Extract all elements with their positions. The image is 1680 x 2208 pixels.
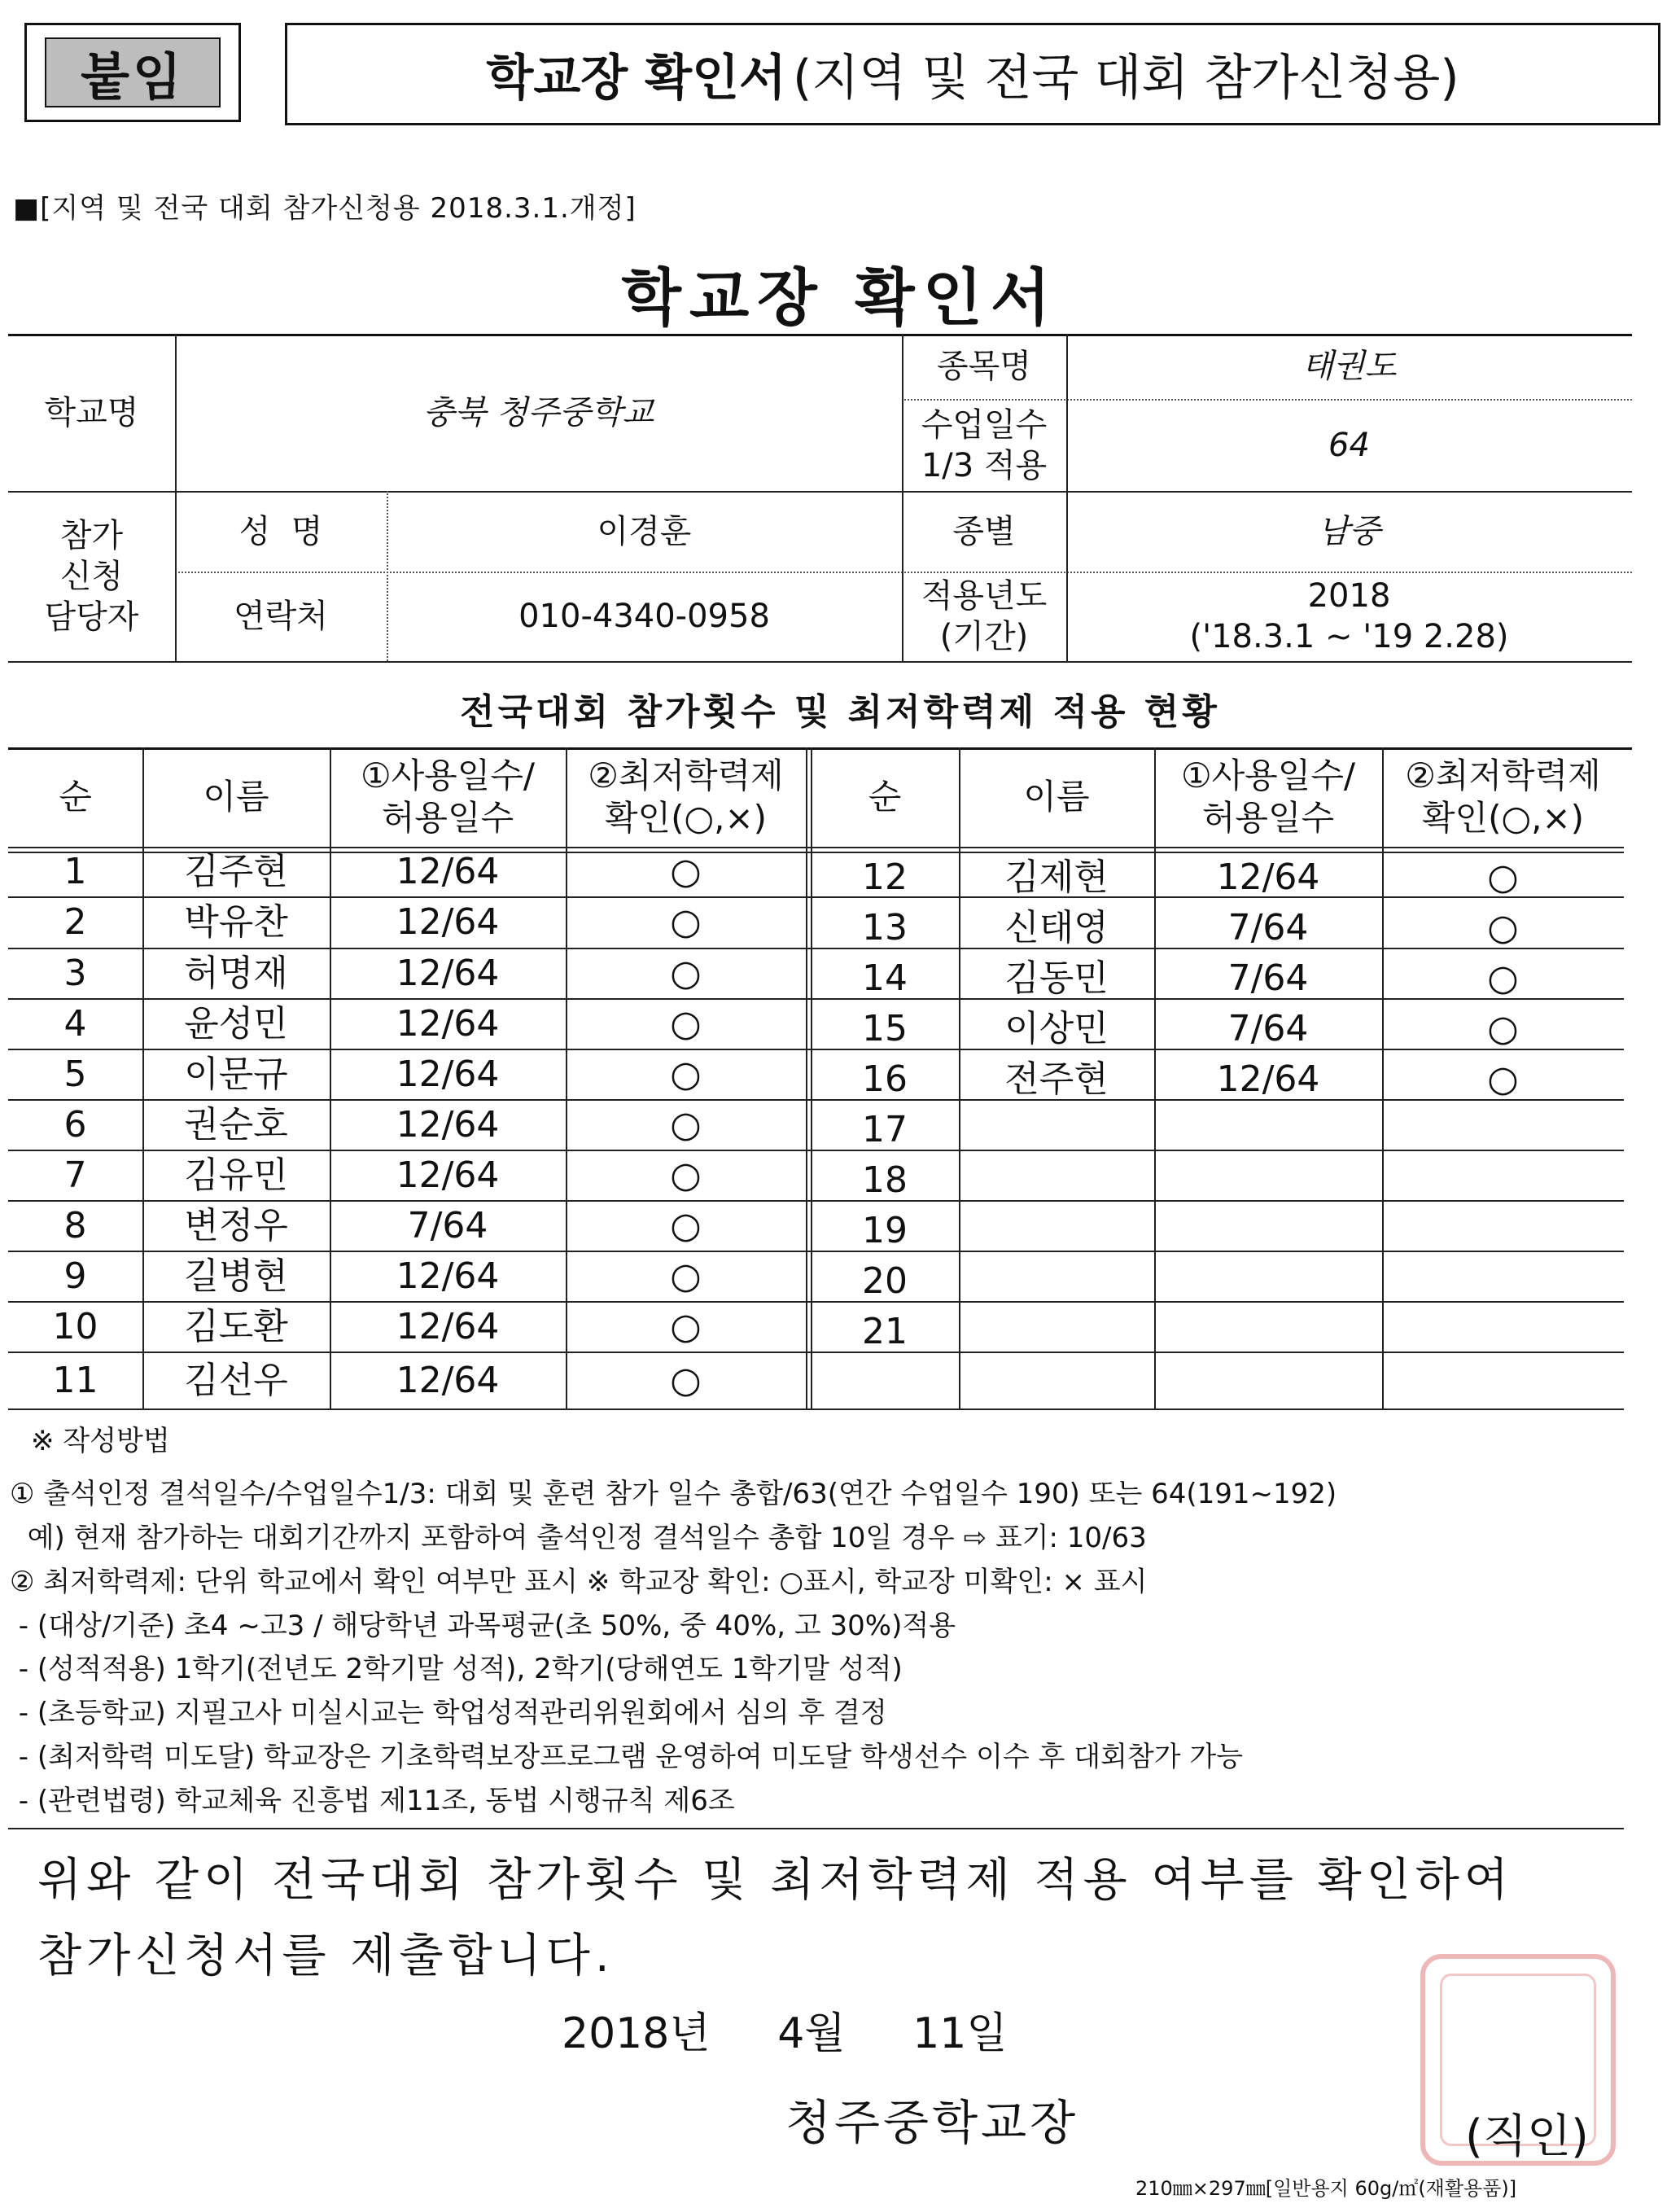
note-line: ① 출석인정 결석일수/수업일수1/3: 대회 및 훈련 참가 일수 총합/63(연간 수업일수 190) 또는 64(191~192) bbox=[10, 1478, 1337, 1510]
row-check: ○ bbox=[1487, 1007, 1519, 1049]
row-no: 21 bbox=[862, 1310, 908, 1352]
header-title-bold: 학교장 확인서 bbox=[486, 50, 787, 107]
row-check: ○ bbox=[670, 1204, 702, 1246]
row-check: ○ bbox=[670, 1359, 702, 1401]
row-name: 신태영 bbox=[1004, 906, 1109, 948]
col-header-check-line2: 확인(○,×) bbox=[604, 798, 768, 838]
note-line: - (대상/기준) 초4 ~고3 / 해당학년 과목평균(초 50%, 중 40%, 고 30%)적용 bbox=[10, 1610, 956, 1642]
row-days: 7/64 bbox=[407, 1204, 488, 1246]
name-label: 성 명 bbox=[238, 512, 323, 550]
header-title-box bbox=[285, 23, 1660, 125]
row-no: 3 bbox=[63, 952, 87, 994]
contact-group-label bbox=[8, 491, 175, 661]
row-no: 13 bbox=[862, 906, 908, 948]
school-value: 충북 청주중학교 bbox=[422, 393, 654, 432]
year-value bbox=[1066, 572, 1632, 661]
col-header-days-line1: ①사용일수/ bbox=[1180, 755, 1356, 795]
col-header-check-left bbox=[566, 747, 806, 847]
contact-group-line3: 담당자 bbox=[44, 598, 139, 636]
col-header-days-line2: 허용일수 bbox=[1201, 798, 1335, 838]
row-check: ○ bbox=[1487, 856, 1519, 898]
category-value: 남중 bbox=[1317, 512, 1381, 550]
row-check: ○ bbox=[670, 1154, 702, 1196]
row-name: 허명재 bbox=[184, 952, 288, 994]
date-day: 11일 bbox=[912, 2009, 1008, 2058]
header-title-rest: (지역 및 전국 대회 참가신청용) bbox=[793, 50, 1459, 107]
row-no: 11 bbox=[52, 1359, 98, 1401]
row-no: 5 bbox=[63, 1053, 87, 1095]
note-line: ② 최저학력제: 단위 학교에서 확인 여부만 표시 ※ 학교장 확인: ○표시, 학교장 미확인: × 표시 bbox=[10, 1566, 1148, 1598]
note-line: - (최저학력 미도달) 학교장은 기초학력보장프로그램 운영하여 미도달 학생선수 이수 후 대회참가 가능 bbox=[10, 1741, 1244, 1773]
contact-group-line1: 참가 bbox=[59, 516, 124, 554]
attachment-label: 붙임 bbox=[45, 37, 221, 107]
col-header-check-line1: ②최저학력제 bbox=[588, 755, 784, 795]
row-name: 김동민 bbox=[1004, 957, 1109, 999]
name-value: 이경훈 bbox=[597, 512, 692, 550]
row-no: 18 bbox=[862, 1159, 908, 1201]
row-days: 12/64 bbox=[396, 1154, 500, 1196]
statement-line1: 위와 같이 전국대회 참가횟수 및 최저학력제 적용 여부를 확인하여 bbox=[37, 1854, 1513, 1907]
year-value-line1: 2018 bbox=[1307, 577, 1391, 615]
statement-line2: 참가신청서를 제출합니다. bbox=[37, 1930, 615, 1982]
revision-note: ■[지역 및 전국 대회 참가신청용 2018.3.1.개정] bbox=[13, 192, 637, 225]
col-header-days-right bbox=[1154, 747, 1382, 847]
col-header-days-left bbox=[330, 747, 566, 847]
row-no: 16 bbox=[862, 1058, 908, 1100]
row-days: 12/64 bbox=[396, 952, 500, 994]
principal-title: 청주중학교장 bbox=[785, 2095, 1079, 2150]
date-year: 2018년 bbox=[562, 2009, 711, 2058]
row-check: ○ bbox=[670, 1103, 702, 1146]
row-days: 12/64 bbox=[396, 1255, 500, 1297]
year-label-line1: 적용년도 bbox=[921, 577, 1048, 615]
row-check: ○ bbox=[670, 851, 702, 892]
row-name: 김도환 bbox=[184, 1305, 288, 1347]
col-header-no-right: 순 bbox=[868, 776, 902, 817]
col-header-check-line2: 확인(○,×) bbox=[1421, 798, 1585, 838]
school-label: 학교명 bbox=[44, 393, 139, 432]
days-label bbox=[902, 399, 1066, 491]
note-line: - (성적적용) 1학기(전년도 2학기말 성적), 2학기(당해연도 1학기말 성적) bbox=[10, 1653, 903, 1685]
row-days: 12/64 bbox=[396, 1305, 500, 1347]
row-name: 김제현 bbox=[1004, 856, 1109, 898]
row-no: 17 bbox=[862, 1108, 908, 1150]
row-no: 12 bbox=[862, 856, 908, 898]
row-check: ○ bbox=[670, 952, 702, 994]
col-header-name-right: 이름 bbox=[1023, 776, 1090, 817]
days-label-line1: 수업일수 bbox=[921, 405, 1048, 444]
col-header-days-line2: 허용일수 bbox=[381, 798, 514, 838]
row-days: 7/64 bbox=[1227, 1007, 1309, 1049]
row-name: 김주현 bbox=[184, 851, 288, 892]
row-name: 윤성민 bbox=[184, 1002, 288, 1045]
row-no: 6 bbox=[63, 1103, 87, 1146]
sport-label: 종목명 bbox=[937, 348, 1031, 385]
row-name: 이상민 bbox=[1004, 1007, 1109, 1049]
row-no: 7 bbox=[63, 1154, 87, 1196]
row-check: ○ bbox=[1487, 906, 1519, 948]
note-line: 예) 현재 참가하는 대회기간까지 포함하여 출석인정 결석일수 총합 10일 경우 ⇨ 표기: 10/63 bbox=[10, 1522, 1147, 1554]
row-check: ○ bbox=[670, 1053, 702, 1095]
document-title: 학교장 확인서 bbox=[621, 261, 1059, 334]
row-no: 15 bbox=[862, 1007, 908, 1049]
row-name: 변정우 bbox=[184, 1204, 288, 1246]
col-header-check-right bbox=[1382, 747, 1624, 847]
row-name: 권순호 bbox=[184, 1103, 288, 1146]
col-header-name-left: 이름 bbox=[203, 776, 269, 817]
attachment-label-box bbox=[24, 23, 241, 122]
row-check: ○ bbox=[670, 1305, 702, 1347]
year-label-line2: (기간) bbox=[939, 618, 1029, 655]
row-check: ○ bbox=[1487, 957, 1519, 999]
year-period: ('18.3.1 ~ '19 2.28) bbox=[1189, 618, 1509, 655]
sport-value: 태권도 bbox=[1302, 348, 1397, 385]
row-days: 12/64 bbox=[396, 851, 500, 892]
row-name: 박유찬 bbox=[184, 901, 288, 943]
row-check: ○ bbox=[670, 1002, 702, 1045]
notes-heading: ※ 작성방법 bbox=[31, 1425, 170, 1457]
phone-label: 연락처 bbox=[234, 598, 328, 635]
row-no: 1 bbox=[63, 851, 87, 892]
row-name: 이문규 bbox=[184, 1053, 288, 1095]
col-header-check-line1: ②최저학력제 bbox=[1405, 755, 1601, 795]
date-month: 4월 bbox=[777, 2009, 846, 2058]
paper-spec: 210㎜×297㎜[일반용지 60g/㎡(재활용품)] bbox=[1135, 2177, 1517, 2200]
contact-group-line2: 신청 bbox=[59, 557, 124, 595]
row-no: 19 bbox=[862, 1209, 908, 1251]
row-name: 전주현 bbox=[1004, 1058, 1109, 1100]
row-days: 7/64 bbox=[1227, 957, 1309, 999]
row-name: 김선우 bbox=[184, 1359, 288, 1401]
row-no: 4 bbox=[63, 1002, 87, 1045]
phone-value: 010-4340-0958 bbox=[518, 598, 770, 635]
note-line: - (초등학교) 지필고사 미실시교는 학업성적관리위원회에서 심의 후 결정 bbox=[10, 1697, 887, 1729]
row-check: ○ bbox=[670, 1255, 702, 1297]
row-check: ○ bbox=[1487, 1058, 1519, 1100]
row-check: ○ bbox=[670, 901, 702, 943]
days-value: 64 bbox=[1328, 426, 1370, 464]
row-name: 길병현 bbox=[184, 1255, 288, 1297]
category-label: 종별 bbox=[952, 512, 1016, 550]
row-no: 14 bbox=[862, 957, 908, 999]
col-header-no-left: 순 bbox=[59, 776, 92, 817]
row-days: 12/64 bbox=[396, 1002, 500, 1045]
section-title: 전국대회 참가횟수 및 최저학력제 적용 현황 bbox=[460, 691, 1220, 733]
row-days: 12/64 bbox=[396, 1103, 500, 1146]
row-name: 김유민 bbox=[184, 1154, 288, 1196]
row-days: 12/64 bbox=[396, 1359, 500, 1401]
year-label bbox=[902, 572, 1066, 661]
note-line: - (관련법령) 학교체육 진흥법 제11조, 동법 시행규칙 제6조 bbox=[10, 1785, 735, 1817]
row-days: 7/64 bbox=[1227, 906, 1309, 948]
row-no: 2 bbox=[63, 901, 87, 943]
row-days: 12/64 bbox=[1216, 1058, 1320, 1100]
row-no: 20 bbox=[862, 1260, 908, 1302]
days-label-line2: 1/3 적용 bbox=[921, 446, 1048, 484]
seal-label: (직인) bbox=[1465, 2110, 1589, 2163]
col-header-days-line1: ①사용일수/ bbox=[360, 755, 536, 795]
row-days: 12/64 bbox=[396, 901, 500, 943]
row-no: 10 bbox=[52, 1305, 98, 1347]
row-days: 12/64 bbox=[396, 1053, 500, 1095]
row-no: 9 bbox=[63, 1255, 87, 1297]
row-days: 12/64 bbox=[1216, 856, 1320, 898]
row-no: 8 bbox=[63, 1204, 87, 1246]
issue-date bbox=[562, 1999, 1008, 2060]
